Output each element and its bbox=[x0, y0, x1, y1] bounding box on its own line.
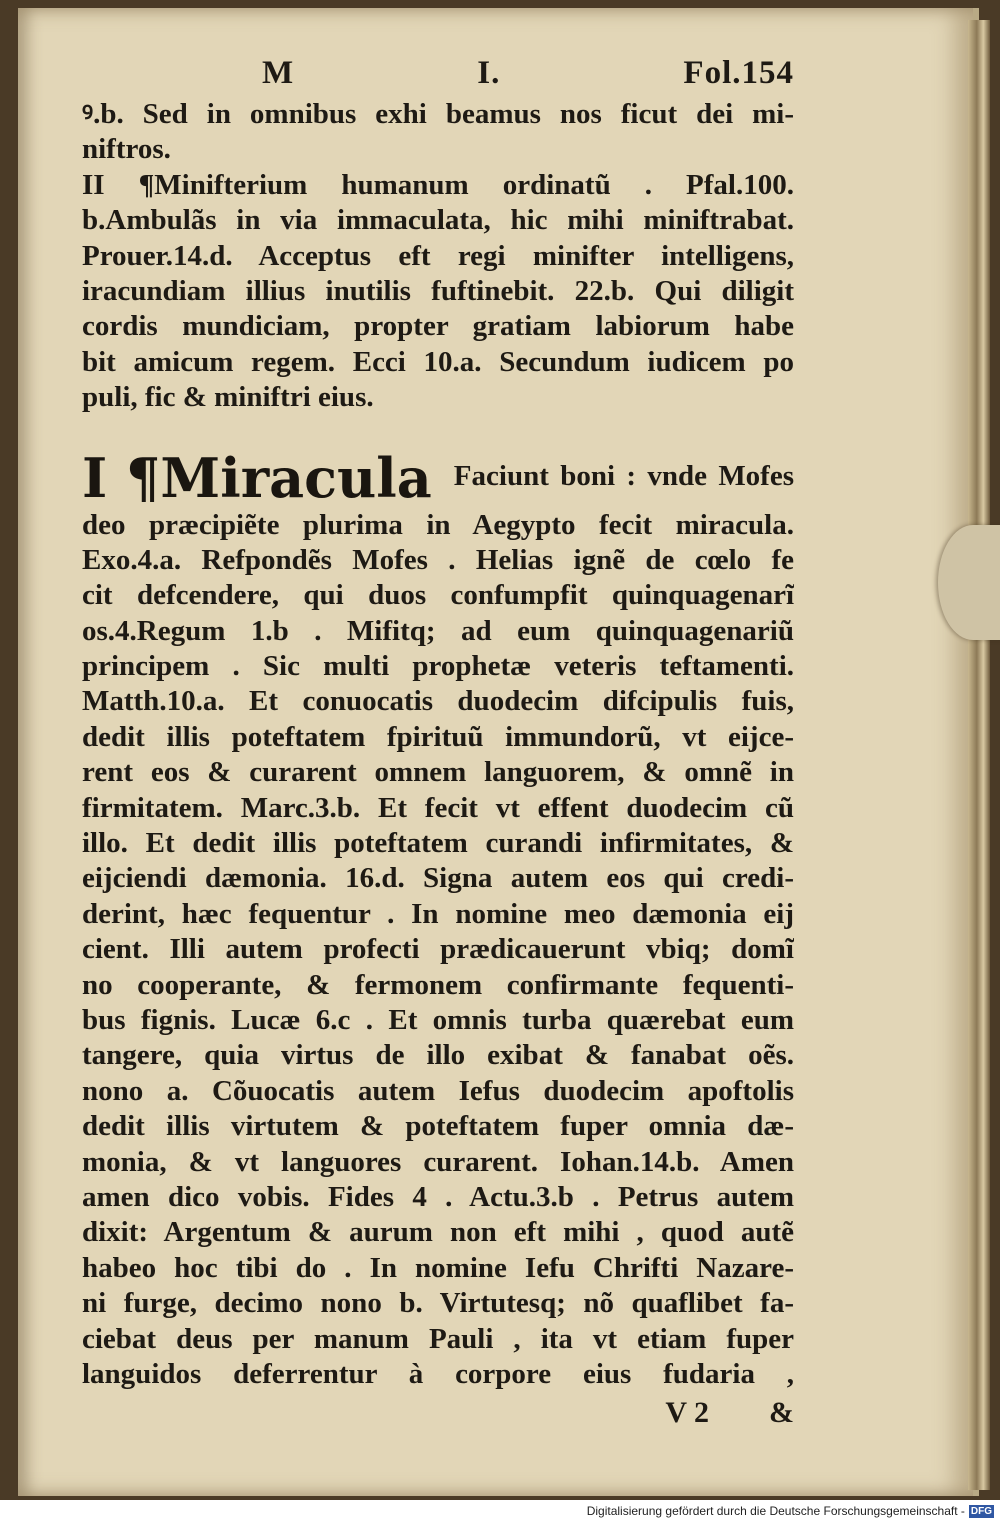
running-header bbox=[82, 55, 794, 97]
credit-text: Digitalisierung gefördert durch die Deutsche Forschungsgemeinschaft - bbox=[586, 1504, 965, 1518]
text-line: no cooperante, & fermonem confirmante fequenti- bbox=[82, 968, 794, 1001]
book-clasp bbox=[938, 525, 1000, 640]
paragraph-ministerium bbox=[82, 168, 794, 416]
text-line: amen dico vobis. Fides 4 . Actu.3.b . Petrus autem bbox=[82, 1180, 794, 1213]
catchword: & bbox=[769, 1396, 794, 1430]
text-line: ciebat deus per manum Pauli , ita vt etiam fuper bbox=[82, 1322, 794, 1355]
text-line: II ¶Minifterium humanum ordinatũ . Pfal.100. bbox=[82, 168, 794, 201]
text-line: iracundiam illius inutilis fuftinebit. 22.b. Qui diligit bbox=[82, 274, 794, 307]
text-line: dedit illis poteftatem fpirituũ immundorũ, vt eijce- bbox=[82, 720, 794, 753]
text-line: languidos deferrentur à corpore eius fudaria , bbox=[82, 1357, 794, 1390]
text-line: niftros. bbox=[82, 133, 171, 166]
text-line: os.4.Regum 1.b . Mifitq; ad eum quinquagenariũ bbox=[82, 614, 794, 647]
page-footer bbox=[82, 1396, 794, 1434]
text-line: ni furge, decimo nono b. Virtutesq; nõ quaflibet fa- bbox=[82, 1287, 794, 1320]
page-edge bbox=[968, 20, 990, 1490]
text-line: dixit: Argentum & aurum non eft mihi , quod autẽ bbox=[82, 1216, 794, 1249]
text-line: bit amicum regem. Ecci 10.a. Secundum iudicem po bbox=[82, 345, 794, 378]
header-left: M bbox=[262, 55, 295, 91]
text-line: puli, fic & miniftri eius. bbox=[82, 381, 374, 414]
text-line: Exo.4.a. Refpondẽs Mofes . Helias ignẽ de cœlo fe bbox=[82, 543, 794, 576]
text-line: bus fignis. Lucæ 6.c . Et omnis turba quærebat eum bbox=[82, 1003, 794, 1036]
text-line: rent eos & curarent omnem languorem, & omnẽ in bbox=[82, 756, 794, 789]
text-line: dedit illis virtutem & poteftatem fuper omnia dæ- bbox=[82, 1110, 794, 1143]
text-line: derint, hæc fequentur . In nomine meo dæmonia eij bbox=[82, 897, 794, 930]
text-line: deo præcipiẽte plurima in Aegypto fecit miracula. bbox=[82, 508, 794, 541]
text-line: illo. Et dedit illis poteftatem curandi infirmitates, & bbox=[82, 827, 794, 860]
entry-heading-text: Faciunt boni : vnde Mofes bbox=[453, 459, 794, 492]
text-line: nono a. Cõuocatis autem Iefus duodecim apoftolis bbox=[82, 1074, 794, 1107]
paragraph-1 bbox=[82, 97, 794, 168]
paragraph-miracula bbox=[82, 508, 794, 1393]
text-line: ꝰ.b. Sed in omnibus exhi beamus nos ficut dei mi- bbox=[82, 98, 794, 130]
entry-heading bbox=[82, 426, 794, 508]
header-middle: I. bbox=[477, 55, 501, 91]
text-line: Prouer.14.d. Acceptus eft regi minifter intelligens, bbox=[82, 239, 794, 272]
text-block bbox=[82, 55, 794, 1434]
text-line: b.Ambulãs in via immaculata, hic mihi miniftrabat. bbox=[82, 204, 794, 237]
text-line: principem . Sic multi prophetæ veteris teftamenti. bbox=[82, 650, 794, 683]
dfg-logo: DFG bbox=[970, 1505, 992, 1517]
text-line: cient. Illi autem profecti prædicauerunt vbiq; domĩ bbox=[82, 933, 794, 966]
text-line: cordis mundiciam, propter gratiam labiorum habe bbox=[82, 310, 794, 343]
text-line: firmitatem. Marc.3.b. Et fecit vt effent duodecim cũ bbox=[82, 791, 794, 824]
text-line: Matth.10.a. Et conuocatis duodecim difcipulis fuis, bbox=[82, 685, 794, 718]
folio-number: Fol.154 bbox=[683, 55, 794, 91]
text-line: cit defcendere, qui duos confumpfit quinquagenarĩ bbox=[82, 579, 794, 612]
entry-title: I ¶Miracula bbox=[82, 445, 432, 510]
text-line: habeo hoc tibi do . In nomine Iefu Chrifti Nazare- bbox=[82, 1251, 794, 1284]
text-line: tangere, quia virtus de illo exibat & fanabat oẽs. bbox=[82, 1039, 794, 1072]
signature-mark: V 2 bbox=[665, 1396, 709, 1430]
text-line: eijciendi dæmonia. 16.d. Signa autem eos qui credi- bbox=[82, 862, 794, 895]
text-line: monia, & vt languores curarent. Iohan.14.b. Amen bbox=[82, 1145, 794, 1178]
funding-credit bbox=[0, 1501, 1000, 1521]
